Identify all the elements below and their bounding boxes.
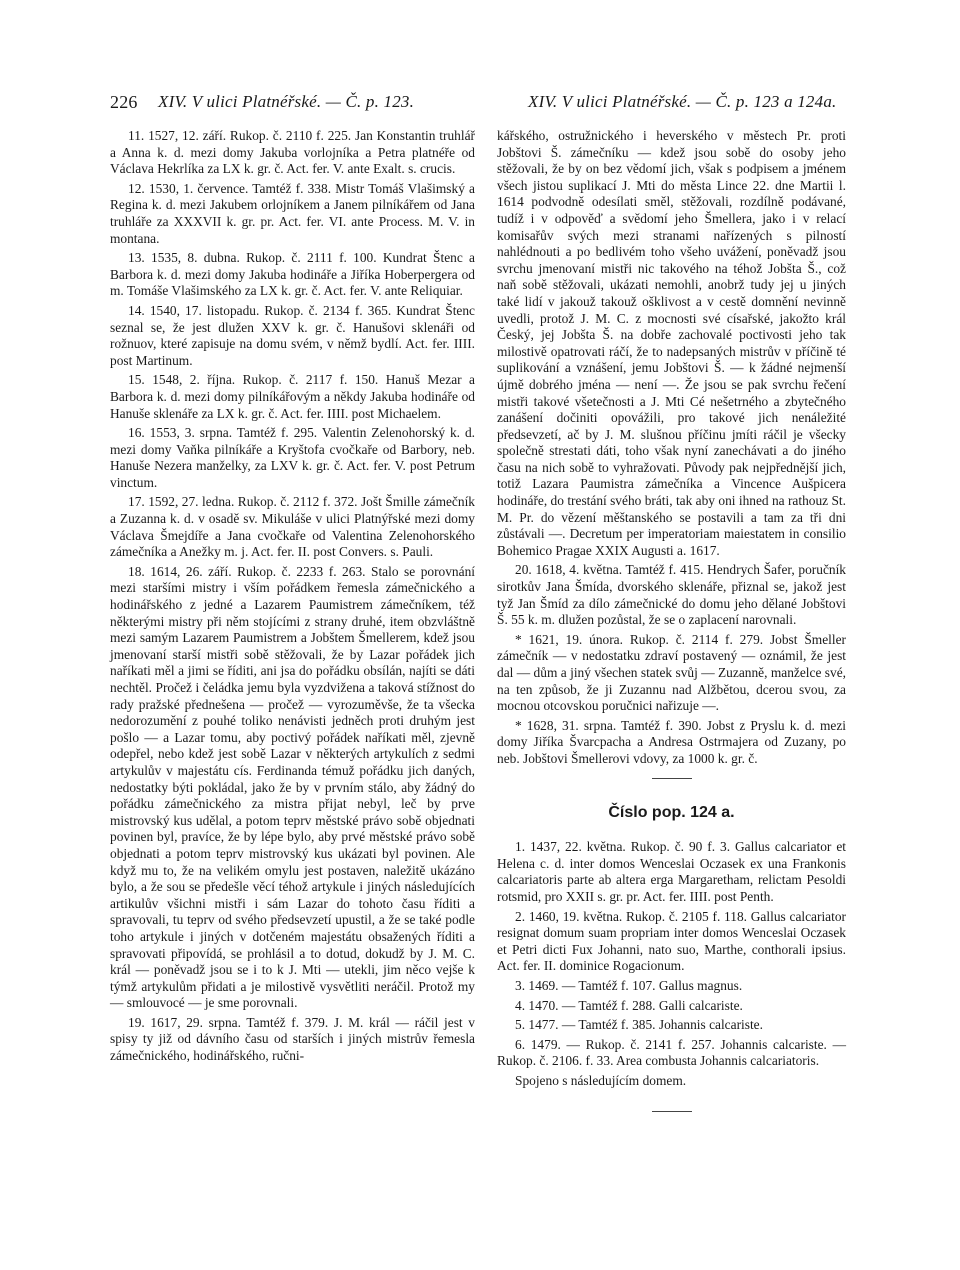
entry-17: 17. 1592, 27. ledna. Rukop. č. 2112 f. 372. Jošt Šmille zámečník a Zuzanna k. d. v osadě sv. Mikuláše v ulici Platnýřské mezi domy Václava Šmejdíře a Jana cvočkaře od Valentina Zelenohorského zámečníka a Anežky m. j. Act. fer. II. post Convers. s. Pauli. [110,494,475,560]
end-divider-rule [652,1111,692,1112]
entry-13: 13. 1535, 8. dubna. Rukop. č. 2111 f. 100. Kundrat Štenc a Barbora k. d. mezi domy Jakuba hodináře a Jiříka Hoberpergera od m. Tomáše Vlašimského za LX k. gr. č. Act. fer. V. ante Reliquiar. [110,250,475,299]
entry-124a-4: 4. 1470. — Tamtéž f. 288. Galli calcariste. [515,997,743,1013]
entry-19: 19. 1617, 29. srpna. Tamtéž f. 379. J. M. král — ráčil jest v spisy ty již od dávního času od starších i jiných mistrův řemesla zámečnického, hodinářského, ručni- [110,1014,475,1064]
entry-124a-2: 2. 1460, 19. května. Rukop. č. 2105 f. 118. Gallus calcariator resignat domum suam propriam inter domos Wenceslai Oczasek et Petri dicti Fux Johanni, nato suo, Marthe, conthorali ipsius. Act. fer. II. dominice Rogacionum. [497,908,846,974]
running-title-right: XIV. V ulici Platnéřské. — Č. p. 123 a 124a. [528,92,837,111]
section-closing-note: Spojeno s následujícím domem. [515,1072,687,1088]
left-column [110,128,475,1068]
entry-14: 14. 1540, 17. listopadu. Rukop. č. 2134 f. 365. Kundrat Štenc seznal se, že jest dlužen XXV k. gr. č. Hanušovi sklenáři od rožnuov, které zapisuje na domu svém, v němž bydlí. Act. fer. IIII. post Martinum. [110,302,475,368]
right-column [497,128,846,1112]
entry-15: 15. 1548, 2. října. Rukop. č. 2117 f. 150. Hanuš Mezar a Barbora k. d. mezi domy pilníkářovým a někdy Jakuba hodináře od Hanuše sklenáře za LX k. gr. č. Act. fer. IIII. post Michaelem. [110,372,475,421]
entry-1621: * 1621, 19. února. Rukop. č. 2114 f. 279. Jobst Šmeller zámečník — v nedostatku zdraví postavený — oznámil, že jest dal — dům a jiný všechen statek svůj — Zuzanně, manželce své, na ten způsob, že ji Zuzannu nad Alžbětou, dcerou svou, za mocnou otcovskou poručnici nařizuje —. [497,631,846,714]
entry-20: 20. 1618, 4. května. Tamtéž f. 415. Hendrych Šafer, poručník sirotkův Jana Šmída, dvorského sklenáře, přiznal se, jakož jest tyž Jan Šmíd za dílo zámečnické do domu jeho dělané Jobštovi Š. 55 k. m. dlužen pozůstal, že se o zaplacení narovnali. [497,562,846,628]
running-title-left: XIV. V ulici Platnéřské. — Č. p. 123. [158,92,415,111]
page-number: 226 [110,92,138,112]
entry-11: 11. 1527, 12. září. Rukop. č. 2110 f. 225. Jan Konstantin truhlář a Anna k. d. mezi domy Jakuba vorlojníka a Petra platnéře od Václava Hekrlíka za LX k. gr. č. Act. fer. V. ante Exalt. s. crucis. [110,128,475,177]
entry-124a-6: 6. 1479. — Rukop. č. 2141 f. 257. Johannis calcariste. — Rukop. č. 2106. f. 33. Area combusta Johannis calcariatoris. [497,1036,846,1069]
section-heading: Číslo pop. 124 a. [608,803,735,821]
entry-124a-5: 5. 1477. — Tamtéž f. 385. Johannis calcariste. [515,1017,763,1033]
section-divider-rule [652,778,692,779]
entry-12: 12. 1530, 1. července. Tamtéž f. 338. Mistr Tomáš Vlašimský a Regina k. d. mezi Jakubem orlojníkem a Janem pilníkářem od Jana truhláře za XXXVII k. gr. pr. Act. fer. VI. ante Process. M. V. in montana. [110,180,475,246]
entry-1628: * 1628, 31. srpna. Tamtéž f. 390. Jobst z Pryslu k. d. mezi domy Jiříka Švarcpacha a Andresa Ostrmajera od Zuzany, po neb. Jobštovi Šmellerovi vdovy, za 1000 k. gr. č. [497,717,846,766]
entry-18: 18. 1614, 26. září. Rukop. č. 2233 f. 263. Stalo se porovnání mezi staršími mistry i vším pořádkem řemesla zámečnického a hodinářského z jedné a Lazarem Paumistrem zámečníkem, též některými mistry při něm stojícími z strany druhé, item obzvláštně mezi samým Lazarem Paumistrem a Jobštem Šmellerem, kdež jsou jmenovaní starší mistři sobě stěžovali, že by Lazar pořádek jich naříkati měl a jimi se říditi, ani jsa do pořádku obsílán, najíti se dáti nechtěl. Pročež i čeládka jemu byla vyzdvižena a taková stížnost do rady pražské přednešena — pročež — vyrozuměvše, že ta všecka nedorozumění z pouhé toliko nenávisti jedněch proti druhým jest pošlo — a Lazar tomu, aby poctivý pořádek naříkati měl, zjevně odepřel, nebo kdež jest sobě Lazar v některých artykulích z sedmi artykulův v majestátu cís. Ferdinanda témuž pořádku jich daných, nedostatky býti pokládal, jako že by v prvním stálo, aby žádný do pořádku zámečnického za mistra přijat nebyl, leč by prve mistrovský kus udělal, a potom teprv městské právo sobě objednati povinen byl, pravíce, že by lépe bylo, aby prvé městské právo sobě objednati a potom teprv mistrovský kus ukázati byl povinen. Ale když mu to, že na velikém omylu jest postaven, naležitě ukázáno bylo, a že sou se předešle věcí téhož artykule i jiných následujících artikulův všichni mistři i sám Lazar do tohoto času říditi a spravovali, tu teprv od svého předsevzetí upustil, a že se také podle toho artykule i jiných v dotčeném majestátu obsažených říditi a spravovati připovídá, se prohlásil a to dotud, dokudž by J. M. C. král — poněvadž jsou se i to k J. Mti — utekli, jim něco vejše k týmž artykulům přidati a je milostivě vysvětliti neráčil. Protož my — smlouvocé — je sme porovnali. [110,563,475,1011]
entry-124a-3: 3. 1469. — Tamtéž f. 107. Gallus magnus. [515,977,743,993]
entry-124a-1: 1. 1437, 22. května. Rukop. č. 90 f. 3. Gallus calcariator et Helena c. d. inter domos Wenceslai Oczasek ex una Frankonis calcariatoris parte ab altera erga Margaretham, relictam Pesoldi rotsmid, pro XXII s. gr. pr. Act. fer. IIII. post Penth. [497,839,846,904]
page-header [110,92,846,116]
entry-16: 16. 1553, 3. srpna. Tamtéž f. 295. Valentin Zelenohorský k. d. mezi domy Vaňka pilníkáře a Kryštofa cvočkaře od Barbory, neb. Hanuše Nezera manželky, za LXV k. gr. č. Act. fer. V. post Petrum vinctum. [110,425,475,490]
entry-19-continuation: kářského, ostružnického i heverského v městech Pr. proti Jobštovi Š. zámečníku — kdež jsou sobě do osoby jeho stěžovali, že by on bez vědomí jich, však s podpisem a jménem všech jistou suplikací J. Mti do města Lince 22. dne Martii l. 1614 podvodně odesílati směl, stěžovali, rozdílně podávané, tudíž i v odpověď a svědomí jeho Šmellera, jako i v relací komisařův svých mezi stranami nařízených s pilností nahlédnouti a po bedlivém toho všeho uvážení, poněvadž jsou svrchu jmenovaní mistři nic takového na téhož Jobšta Š., což naň sobě stěžovali, ukázati nemohli, anobrž tudy jej u jiných také lidí v jakouž takouž ošklivost a v cestě domnění nevinně uvedli, protož J. M. C. z mocnosti své císařské, jakožto král Český, jej Jobšta Š. na dobře zachovalé poctivosti jeho tak milostivě opatrovati ráčí, že to nadepsaných mistrův v příčině té suplikování a vznášení, jemu Jobštovi Š. — k žádné nejmenší újmě dobrého jména — není —. Že jsou se pak svrchu řečení mistři takové všetečnosti a J. Mti Cé nešetrného a zbytečného zanášení dočiniti opovážili, pro takové jich nenáležité předsevzetí, ač by J. M. slušnou příčinu jmíti ráčil je všecky společně strestati dáti, toho však nyní zanechávati a do jiného času na nich sobě to vyhražovati. Původy pak nejpřednější jich, totiž Lazara Paumistra zámečníka a Vincence Aušpicera hodináře, do trestání svého bráti, tak aby oni ihned na rathouz St. M. Pr. do vězení měštanského se postavili a tam za tři dni zůstávali —. Decretum per imperatoriam maiestatem in consilio Bohemico Pragae XXIX Augusti a. 1617. [497,128,846,558]
